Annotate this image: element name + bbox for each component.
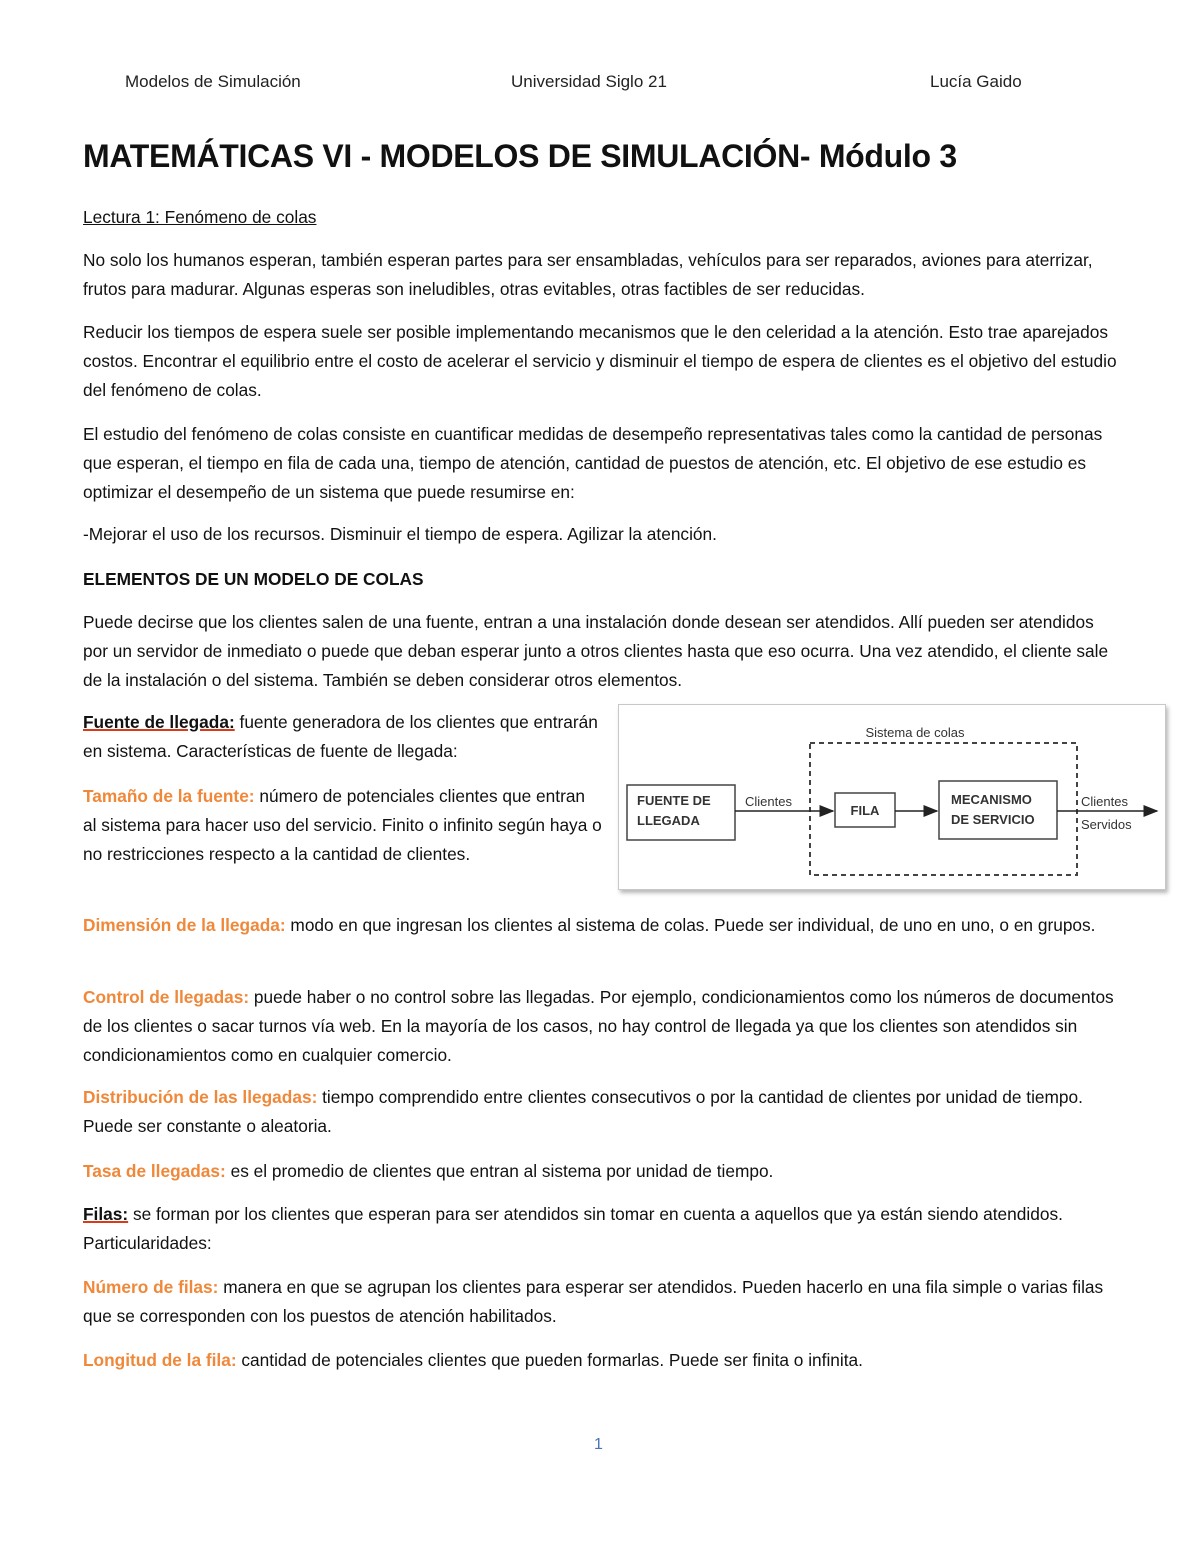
system-label: Sistema de colas xyxy=(865,725,965,740)
header-right: Lucía Gaido xyxy=(930,72,1022,91)
term-label: Fuente de llegada: xyxy=(83,712,235,732)
section-heading-block xyxy=(83,565,1123,594)
served-label-line1: Clientes xyxy=(1081,794,1128,809)
header-center: Universidad Siglo 21 xyxy=(511,72,667,91)
lecture-subtitle: Lectura 1: Fenómeno de colas xyxy=(83,207,317,227)
term-description: tiempo comprendido entre clientes consecutivos o por la cantidad de clientes por unidad de tiempo. Puede ser constante o aleatoria. xyxy=(83,1087,1083,1136)
paragraph-4 xyxy=(83,520,1123,549)
section-intro xyxy=(83,608,1123,695)
clients-label: Clientes xyxy=(745,794,792,809)
source-label-line1: FUENTE DE xyxy=(637,793,711,808)
term-dimension xyxy=(83,911,1123,940)
served-label-line2: Servidos xyxy=(1081,817,1132,832)
queue-label: FILA xyxy=(850,803,880,818)
paragraph-text: -Mejorar el uso de los recursos. Disminuir el tiempo de espera. Agilizar la atención. xyxy=(83,524,717,544)
term-tasa xyxy=(83,1157,1123,1186)
source-label-line2: LLEGADA xyxy=(637,813,700,828)
term-distribucion xyxy=(83,1083,1123,1141)
subtitle-block xyxy=(83,203,1123,232)
paragraph-text: El estudio del fenómeno de colas consiste en cuantificar medidas de desempeño representativas tales como la cantidad de personas que esperan, el tiempo en fila de cada una, tiempo de atención, cantidad de puestos de atención, etc. El objetivo de ese estudio es optimizar el desempeño de un sistema que puede resumirse en: xyxy=(83,424,1103,502)
term-label: Tamaño de la fuente: xyxy=(83,786,255,806)
service-box xyxy=(939,781,1057,839)
term-label: Longitud de la fila: xyxy=(83,1350,237,1370)
term-description: cantidad de potenciales clientes que pueden formarlas. Puede ser finita o infinita. xyxy=(236,1350,863,1370)
term-label: Distribución de las llegadas: xyxy=(83,1087,318,1107)
queue-system-diagram xyxy=(618,704,1166,890)
term-description: manera en que se agrupan los clientes para esperar ser atendidos. Pueden hacerlo en una fila simple o varias filas que se corresponden con los puestos de atención habilitados. xyxy=(83,1277,1104,1326)
paragraph-1 xyxy=(83,246,1123,304)
section-title: ELEMENTOS DE UN MODELO DE COLAS xyxy=(83,569,424,589)
paragraph-text: Puede decirse que los clientes salen de una fuente, entran a una instalación donde desean ser atendidos. Allí pueden ser atendidos por un servidor de inmediato o puede que deban esperar junto a otros clientes hasta que eso ocurra. Una vez atendido, el cliente sale de la instalación o del sistema. También se deben considerar otros elementos. xyxy=(83,612,1109,690)
term-label: Tasa de llegadas: xyxy=(83,1161,226,1181)
term-description: puede haber o no control sobre las llegadas. Por ejemplo, condicionamientos como los números de documentos de los clientes o sacar turnos vía web. En la mayoría de los casos, no hay control de llegada ya que los clientes son atendidos sin condicionamientos como en cualquier comercio. xyxy=(83,987,1114,1065)
term-description: fuente generadora de los clientes que entrarán en sistema. Características de fuente de llegada: xyxy=(83,712,598,761)
term-description: se forman por los clientes que esperan para ser atendidos sin tomar en cuenta a aquellos que ya están siendo atendidos. Particularidades: xyxy=(83,1204,1063,1253)
header-left: Modelos de Simulación xyxy=(125,72,301,91)
page-title: MATEMÁTICAS VI - MODELOS DE SIMULACIÓN- Módulo 3 xyxy=(83,138,957,174)
page-number: 1 xyxy=(594,1436,603,1453)
paragraph-3 xyxy=(83,420,1123,507)
term-fuente xyxy=(83,708,603,766)
term-description: modo en que ingresan los clientes al sistema de colas. Puede ser individual, de uno en uno, o en grupos. xyxy=(285,915,1096,935)
service-label-line1: MECANISMO xyxy=(951,792,1032,807)
diagram-svg xyxy=(619,705,1165,889)
term-label: Filas: xyxy=(83,1204,129,1224)
term-description: número de potenciales clientes que entran al sistema para hacer uso del servicio. Finito o infinito según haya o no restricciones respecto a la cantidad de clientes. xyxy=(83,786,602,864)
term-longitud xyxy=(83,1346,1123,1375)
term-label: Número de filas: xyxy=(83,1277,219,1297)
term-tamano xyxy=(83,782,603,869)
term-numero xyxy=(83,1273,1123,1331)
term-label: Dimensión de la llegada: xyxy=(83,915,286,935)
term-control xyxy=(83,983,1123,1070)
term-filas xyxy=(83,1200,1123,1258)
paragraph-text: No solo los humanos esperan, también esperan partes para ser ensambladas, vehículos para ser reparados, aviones para aterrizar, frutos para madurar. Algunas esperas son ineludibles, otras evitables, otras factibles de ser reducidas. xyxy=(83,250,1093,299)
term-label: Control de llegadas: xyxy=(83,987,250,1007)
service-label-line2: DE SERVICIO xyxy=(951,812,1035,827)
paragraph-2 xyxy=(83,318,1123,405)
paragraph-text: Reducir los tiempos de espera suele ser posible implementando mecanismos que le den celeridad a la atención. Esto trae aparejados costos. Encontrar el equilibrio entre el costo de acelerar el servicio y disminuir el tiempo de espera de clientes es el objetivo del estudio del fenómeno de colas. xyxy=(83,322,1117,400)
term-description: es el promedio de clientes que entran al sistema por unidad de tiempo. xyxy=(225,1161,774,1181)
